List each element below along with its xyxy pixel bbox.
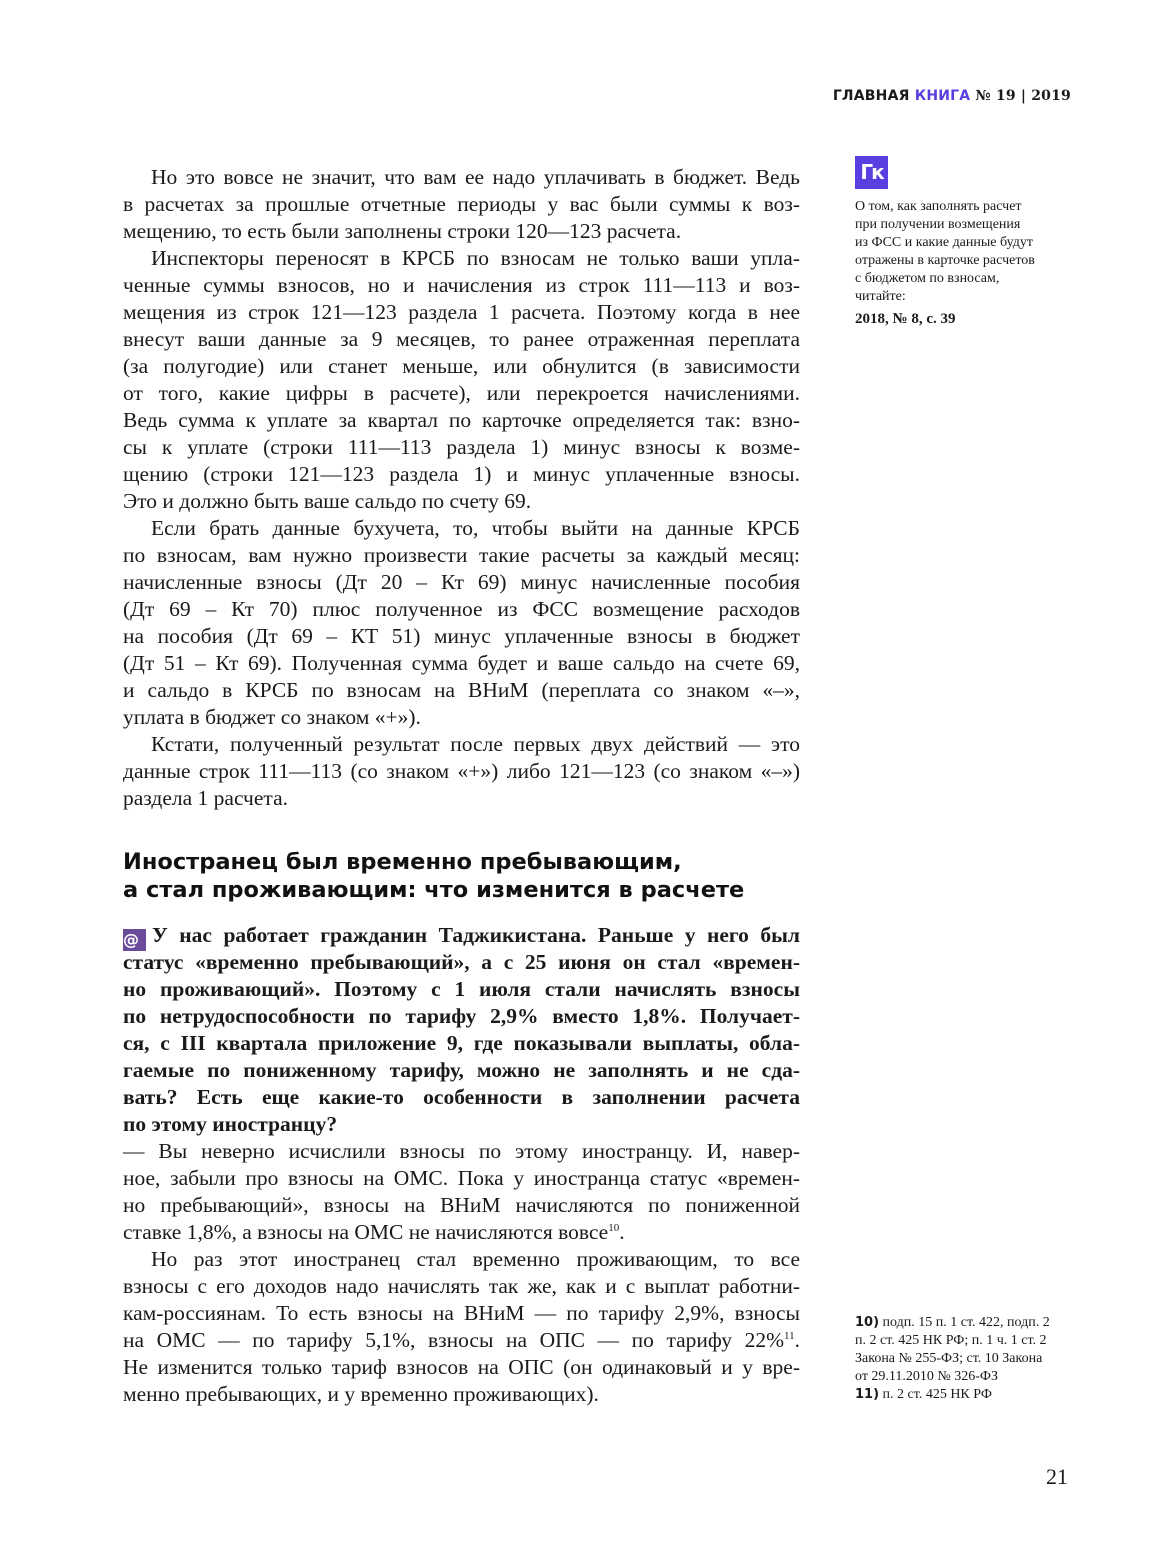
footnotes <box>855 1314 1050 1404</box>
sidebar-note <box>855 198 1070 328</box>
line-text: сы к уплате (строки 111—113 раздела 1) минус взносы к возме- <box>123 435 800 459</box>
page-number: 21 <box>1046 1464 1068 1489</box>
paragraph <box>123 1246 800 1408</box>
sidebar-text-line: с бюджетом по взносам, <box>855 271 1000 286</box>
line-text: Но это вовсе не значит, что вам ее надо уплачивать в бюджет. Ведь <box>151 165 800 189</box>
sidebar-reference: 2018, № 8, с. 39 <box>855 311 956 327</box>
text-line <box>123 542 800 569</box>
line-text: и сальдо в КРСБ по взносам на ВНиМ (переплата со знаком «–», <box>123 678 800 702</box>
article-body <box>123 164 800 812</box>
text-line <box>123 191 800 218</box>
text-line <box>123 488 800 515</box>
paragraph <box>123 1138 800 1246</box>
text-line <box>123 1219 800 1246</box>
text-line <box>123 299 800 326</box>
text-line <box>123 569 800 596</box>
line-text: по этому иностранцу? <box>123 1112 338 1136</box>
footnote-number: 10) <box>855 1315 880 1330</box>
footnote-text: от 29.11.2010 № 326-ФЗ <box>855 1369 999 1384</box>
brand-part2: КНИГА <box>914 88 971 104</box>
line-text: от того, какие цифры в расчете), или перекроется начислениями. <box>123 381 800 405</box>
footnote-ref: 11 <box>784 1329 795 1342</box>
text-line <box>123 1354 800 1381</box>
section-heading-line: а стал проживающим: что изменится в расчете <box>123 877 745 903</box>
line-text: щению (строки 121—123 раздела 1) и минус уплаченные взносы. <box>123 462 800 486</box>
gk-logo-icon: Гк <box>855 156 888 189</box>
section-heading <box>123 848 800 904</box>
line-text: мещению, то есть были заполнены строки 120—123 расчета. <box>123 219 682 243</box>
text-line <box>123 1057 800 1084</box>
footnote-text: п. 2 ст. 425 НК РФ <box>882 1387 992 1402</box>
text-line <box>123 623 800 650</box>
line-text: статус «временно пребывающий», а с 25 июня он стал «времен- <box>123 950 800 974</box>
line-text: Инспекторы переносят в КРСБ по взносам не только ваши упла- <box>151 246 800 270</box>
line-text: Кстати, полученный результат после первых двух действий — это <box>151 732 800 756</box>
line-text: по взносам, вам нужно произвести такие расчеты за каждый месяц: <box>123 543 800 567</box>
footnote-line <box>855 1350 1050 1368</box>
footnote-line <box>855 1332 1050 1350</box>
text-line <box>123 1381 800 1408</box>
text-line <box>123 434 800 461</box>
footnote-text: п. 2 ст. 425 НК РФ; п. 1 ч. 1 ст. 2 <box>855 1333 1047 1348</box>
text-line <box>123 461 800 488</box>
text-line <box>123 353 800 380</box>
line-text: (Дт 51 – Кт 69). Полученная сумма будет и ваше сальдо на счете 69, <box>123 651 800 675</box>
answer-block <box>123 1138 800 1408</box>
footnote-number: 11) <box>855 1387 880 1402</box>
line-text: — Вы неверно исчислили взносы по этому иностранцу. И, навер- <box>123 1139 800 1163</box>
text-line <box>123 976 800 1003</box>
line-text: (за полугодие) или станет меньше, или обнулится (в зависимости <box>123 354 800 378</box>
line-text: Но раз этот иностранец стал временно проживающим, то все <box>151 1247 800 1271</box>
line-text: на ОМС — по тарифу 5,1%, взносы на ОПС — по тарифу 22% <box>123 1328 785 1352</box>
text-line <box>123 1300 800 1327</box>
text-line <box>123 1165 800 1192</box>
text-line <box>123 785 800 812</box>
running-header <box>833 88 1071 104</box>
question-at-icon: @ <box>123 929 146 951</box>
line-text: Ведь сумма к уплате за квартал по карточке определяется так: взно- <box>123 408 800 432</box>
line-text: Не изменится только тариф взносов на ОПС (он одинаковый и у вре- <box>123 1355 800 1379</box>
line-text: Если брать данные бухучета, то, чтобы выйти на данные КРСБ <box>151 516 800 540</box>
section-heading-line: Иностранец был временно пребывающим, <box>123 849 682 875</box>
line-text: данные строк 111—113 (со знаком «+») либо 121—123 (со знаком «–») <box>123 759 800 783</box>
line-text: по нетрудоспособности по тарифу 2,9% вместо 1,8%. Получает- <box>123 1004 800 1028</box>
footnote-ref: 10 <box>608 1221 620 1234</box>
line-text: внесут ваши данные за 9 месяцев, то ранее отраженная переплата <box>123 327 800 351</box>
line-text: но проживающий». Поэтому с 1 июля стали начислять взносы <box>123 977 800 1001</box>
text-line <box>123 677 800 704</box>
sidebar-text-line: О том, как заполнять расчет <box>855 199 1022 214</box>
sidebar-text-line: отражены в карточке расчетов <box>855 253 1035 268</box>
paragraph <box>123 164 800 245</box>
text-line <box>123 650 800 677</box>
sidebar-text-line: при получении возмещения <box>855 217 1021 232</box>
sidebar-text-line: из ФСС и какие данные будут <box>855 235 1033 250</box>
text-line <box>123 596 800 623</box>
text-line <box>123 1084 800 1111</box>
line-text: но пребывающий», взносы на ВНиМ начисляются по пониженной <box>123 1193 800 1217</box>
text-line <box>123 326 800 353</box>
text-line <box>123 272 800 299</box>
line-text: (Дт 69 – Кт 70) плюс полученное из ФСС возмещение расходов <box>123 597 800 621</box>
line-text: Это и должно быть ваше сальдо по счету 69. <box>123 489 532 513</box>
footnote-line <box>855 1386 1050 1404</box>
line-text: вать? Есть еще какие-то особенности в заполнении расчета <box>123 1085 800 1109</box>
brand-part1: ГЛАВНАЯ <box>832 88 910 104</box>
text-line <box>123 515 800 542</box>
text-line <box>123 1030 800 1057</box>
text-line <box>123 218 800 245</box>
text-line <box>123 704 800 731</box>
footnote-text: Закона № 255-ФЗ; ст. 10 Закона <box>855 1351 1043 1366</box>
text-line <box>123 731 800 758</box>
line-text: ставке 1,8%, а взносы на ОМС не начисляются вовсе <box>123 1220 609 1244</box>
line-text: У нас работает гражданин Таджикистана. Раньше у него был <box>152 923 800 947</box>
line-text: уплата в бюджет со знаком «+»). <box>123 705 421 729</box>
text-line <box>123 407 800 434</box>
line-text: мещения из строк 121—123 раздела 1 расчета. Поэтому когда в нее <box>123 300 800 324</box>
text-line <box>123 1327 800 1354</box>
text-line <box>123 380 800 407</box>
paragraph <box>123 245 800 515</box>
paragraph <box>123 731 800 812</box>
line-text: на пособия (Дт 69 – КТ 51) минус уплаченные взносы в бюджет <box>123 624 800 648</box>
line-text: менно пребывающих, и у временно проживающих). <box>123 1382 599 1406</box>
paragraph <box>123 515 800 731</box>
text-line <box>123 758 800 785</box>
text-line <box>123 245 800 272</box>
text-line <box>123 949 800 976</box>
text-line <box>123 164 800 191</box>
line-tail: . <box>794 1328 800 1352</box>
text-line <box>123 1273 800 1300</box>
question-block <box>123 922 800 1138</box>
line-text: взносы с его доходов надо начислять так же, как и с выплат работни- <box>123 1274 800 1298</box>
line-text: ное, забыли про взносы на ОМС. Пока у иностранца статус «времен- <box>123 1166 800 1190</box>
text-line <box>123 1138 800 1165</box>
line-tail: . <box>619 1220 625 1244</box>
footnote-line <box>855 1314 1050 1332</box>
line-text: ченные суммы взносов, но и начисления из строк 111—113 и воз- <box>123 273 800 297</box>
text-line <box>123 1003 800 1030</box>
sidebar-text-line: читайте: <box>855 289 906 304</box>
line-text: кам-россиянам. То есть взносы на ВНиМ — по тарифу 2,9%, взносы <box>123 1301 800 1325</box>
line-text: гаемые по пониженному тарифу, можно не заполнять и не сда- <box>123 1058 800 1082</box>
text-line <box>123 1111 800 1138</box>
footnote-text: подп. 15 п. 1 ст. 422, подп. 2 <box>882 1315 1050 1330</box>
footnote-line <box>855 1368 1050 1386</box>
text-line <box>123 922 800 949</box>
issue-number: № 19 | 2019 <box>975 88 1071 104</box>
text-line <box>123 1192 800 1219</box>
line-text: раздела 1 расчета. <box>123 786 288 810</box>
line-text: начисленные взносы (Дт 20 – Кт 69) минус начисленные пособия <box>123 570 800 594</box>
line-text: в расчетах за прошлые отчетные периоды у вас были суммы к воз- <box>123 192 800 216</box>
text-line <box>123 1246 800 1273</box>
line-text: ся, с III квартала приложение 9, где показывали выплаты, обла- <box>123 1031 800 1055</box>
